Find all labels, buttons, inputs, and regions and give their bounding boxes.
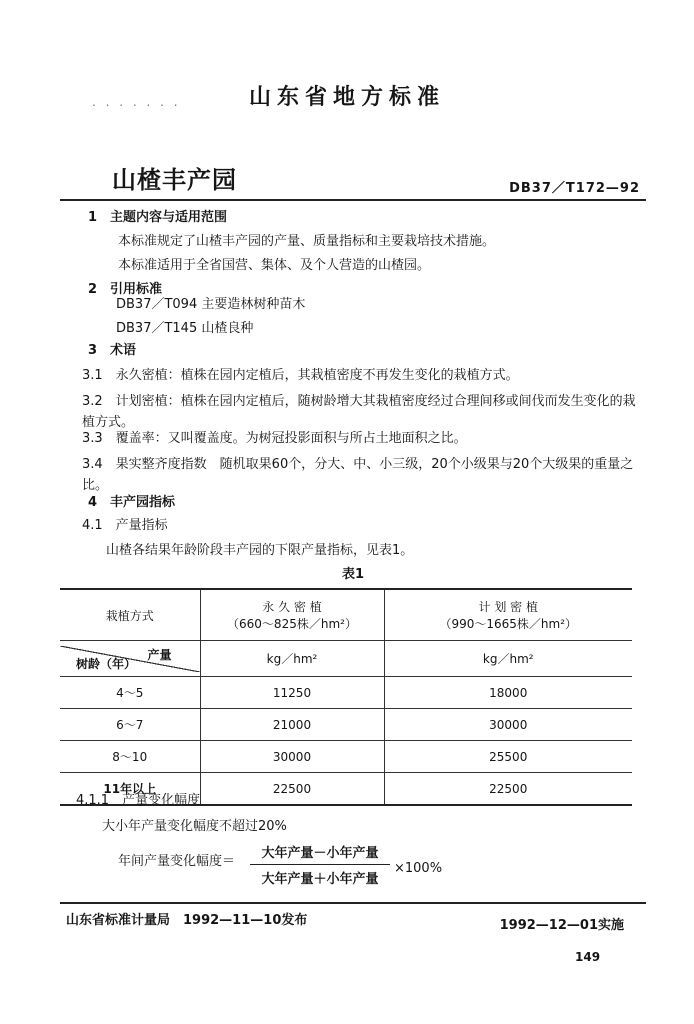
term-3-1: 3.1 永久密植：植株在园内定植后，其栽植密度不再发生变化的栽植方式。: [82, 368, 519, 383]
section-3-heading: 3 术语: [88, 343, 137, 358]
age-cell: 4～5: [60, 677, 200, 709]
standard-code: DB37／T172—92: [509, 181, 640, 196]
age-cell: 11年以上: [60, 773, 200, 806]
age-cell: 6～7: [60, 709, 200, 741]
header-planned-title: 计 划 密 植: [478, 600, 538, 614]
header-method: 栽植方式: [60, 589, 200, 641]
term-3-3: 3.3 覆盖率：又叫覆盖度。为树冠投影面积与所占土地面积之比。: [82, 431, 467, 446]
age-cell: 8～10: [60, 741, 200, 773]
reference-2: DB37／T145 山楂良种: [116, 321, 254, 336]
section-4-1-1-para: 大小年产量变化幅度不超过20%: [102, 819, 287, 834]
planned-yield-cell: 25500: [384, 741, 632, 773]
table-row: [60, 709, 632, 741]
title-rule: [60, 199, 646, 201]
permanent-yield-cell: 22500: [200, 773, 384, 806]
section-4-1-para: 山楂各结果年龄阶段丰产园的下限产量指标，见表1。: [106, 543, 414, 558]
section-4-heading: 4 丰产园指标: [88, 495, 176, 510]
header-permanent: [200, 589, 384, 641]
diagonal-header: [60, 646, 200, 672]
unit-planned: kg／hm²: [384, 641, 632, 677]
section-1-heading: 1 主题内容与适用范围: [88, 210, 228, 225]
section-4-1-1-heading: 4.1.1 产量变化幅度: [76, 793, 201, 808]
table-header-row: [60, 589, 632, 641]
reference-1: DB37／T094 主要造林树种苗木: [116, 297, 306, 312]
diagonal-header-cell: [60, 641, 200, 677]
issuer: 山东省标准计量局 1992—11—10发布: [66, 913, 308, 928]
permanent-yield-cell: 11250: [200, 677, 384, 709]
formula-fraction: [250, 842, 390, 887]
formula-numerator: 大年产量－小年产量: [261, 846, 379, 861]
header-permanent-title: 永 久 密 植: [262, 600, 322, 614]
effective-date: 1992—12—01实施: [499, 918, 624, 933]
page-number: 149: [575, 950, 601, 964]
header-planned: [384, 589, 632, 641]
formula-denominator: 大年产量＋小年产量: [261, 872, 379, 887]
section-2-heading: 2 引用标准: [88, 282, 163, 297]
planned-yield-cell: 22500: [384, 773, 632, 806]
header-title: 山东省地方标准: [248, 85, 445, 110]
planned-yield-cell: 30000: [384, 709, 632, 741]
table-row: [60, 677, 632, 709]
table-row: [60, 741, 632, 773]
formula-percent: ×100%: [394, 861, 443, 876]
table-caption: 表1: [342, 567, 365, 582]
header-dots: . . . . . . .: [92, 95, 181, 109]
diagonal-yield-label: 产量: [147, 647, 172, 662]
diagonal-age-label: 树龄（年）: [76, 656, 137, 671]
fraction-bar: [250, 864, 390, 865]
header-planned-density: （990～1665株／hm²）: [439, 617, 578, 631]
header-permanent-density: （660～825株／hm²）: [227, 617, 357, 631]
term-3-4: 3.4 果实整齐度指数 随机取果60个，分大、中、小三级，20个小级果与20个大级果的重量之比。: [82, 457, 634, 493]
formula-label: 年间产量变化幅度＝: [118, 854, 236, 869]
term-3-2: 3.2 计划密植：植株在园内定植后，随树龄增大其栽植密度经过合理间移或间伐而发生变化的栽植方式。: [82, 394, 636, 430]
section-4-1-heading: 4.1 产量指标: [82, 518, 168, 533]
standard-title: 山楂丰产园: [112, 166, 237, 194]
section-1-para-1: 本标准规定了山楂丰产园的产量、质量指标和主要栽培技术措施。: [118, 234, 496, 249]
footer-rule: [60, 902, 646, 904]
section-1-para-2: 本标准适用于全省国营、集体、及个人营造的山楂园。: [118, 258, 431, 273]
yield-table: [60, 588, 632, 806]
permanent-yield-cell: 30000: [200, 741, 384, 773]
planned-yield-cell: 18000: [384, 677, 632, 709]
table-unit-row: [60, 641, 632, 677]
permanent-yield-cell: 21000: [200, 709, 384, 741]
unit-permanent: kg／hm²: [200, 641, 384, 677]
